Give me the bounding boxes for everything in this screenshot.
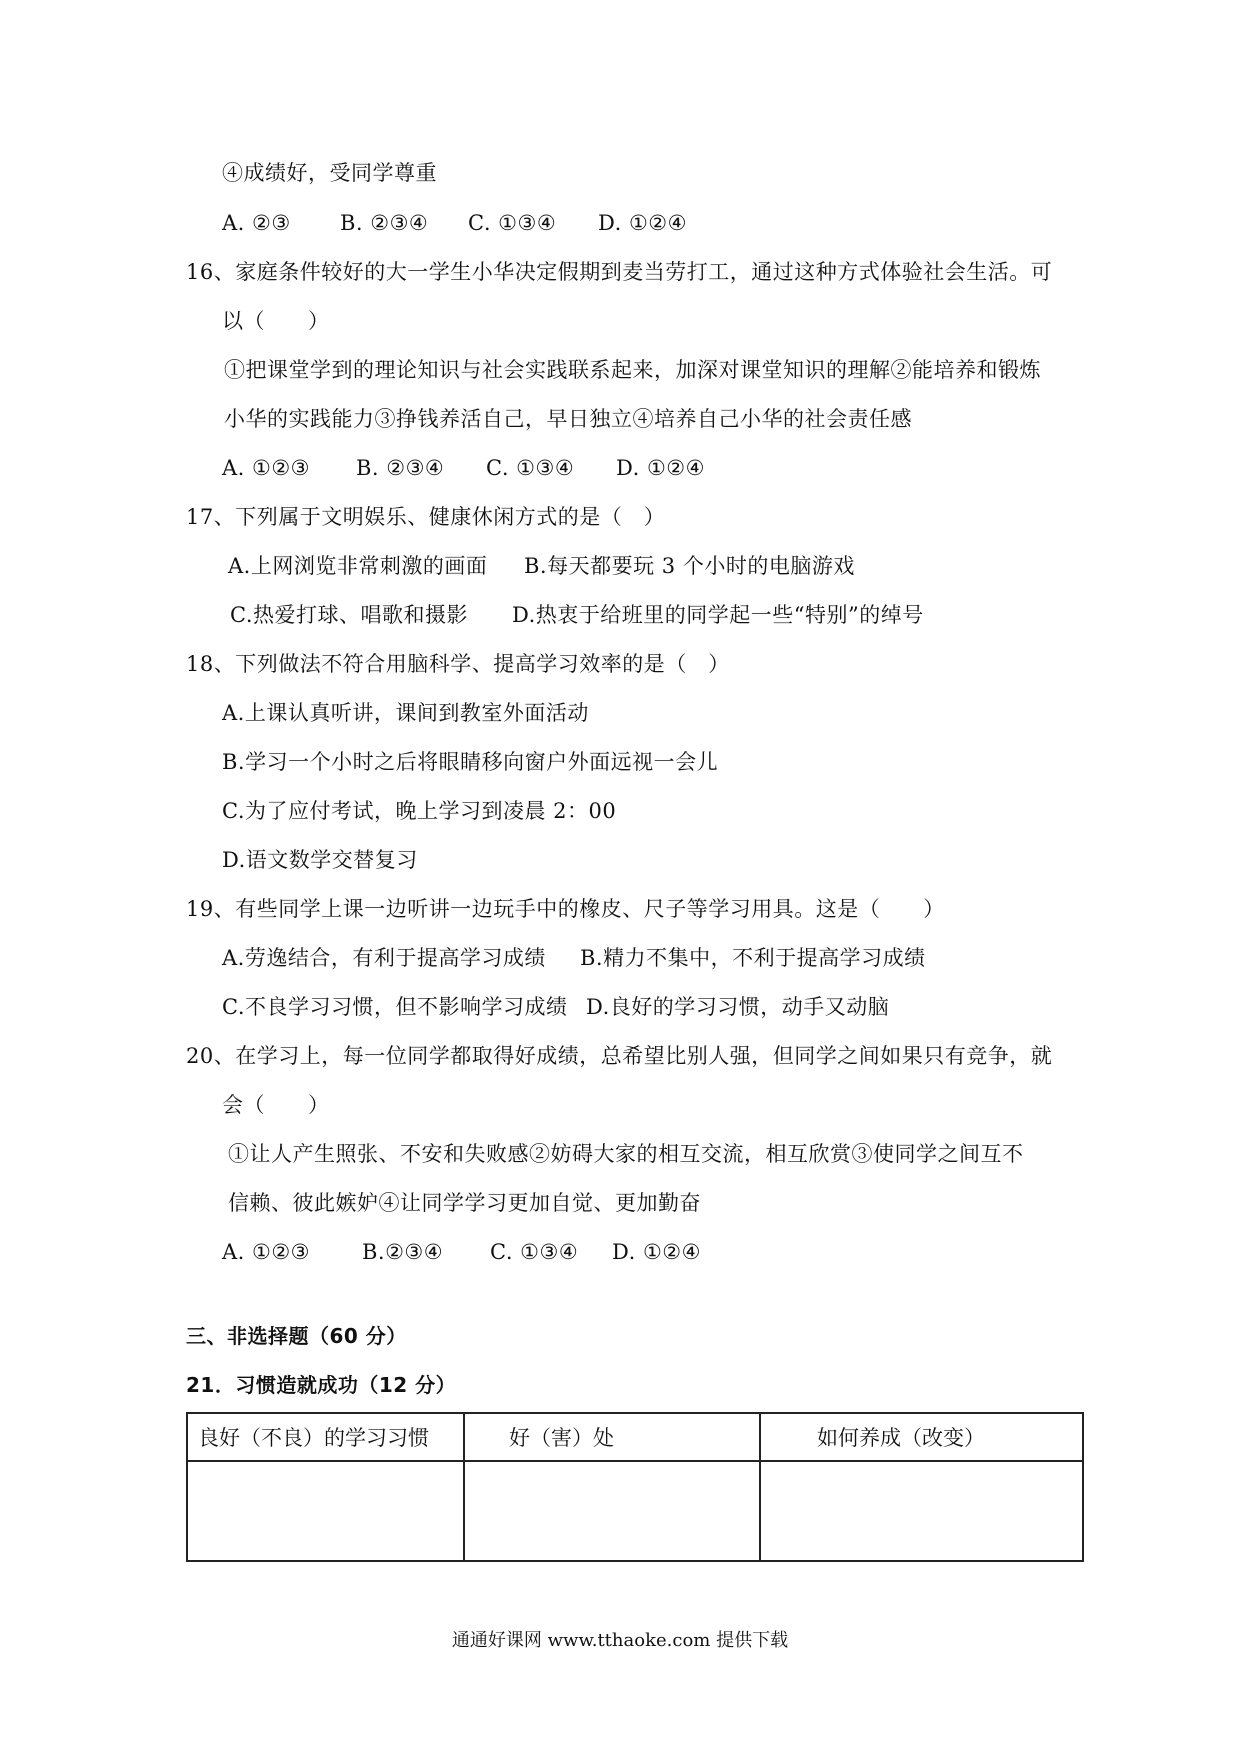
q16-options: [222, 453, 705, 483]
q19-option-a: A.劳逸结合，有利于提高学习成绩: [222, 946, 546, 970]
q20-stem-line2: 会（ ）: [222, 1093, 330, 1117]
q20-option-c: C. ①③④: [490, 1240, 579, 1264]
q15-options: [222, 208, 687, 238]
table-header-effect: 好（害）处: [464, 1413, 760, 1461]
q15-option-b: B. ②③④: [340, 211, 429, 235]
q17-stem: 17、下列属于文明娱乐、健康休闲方式的是（ ）: [186, 505, 666, 529]
q19-option-b: B.精力不集中，不利于提高学习成绩: [580, 946, 926, 970]
q18-option-a: A.上课认真听讲，课间到教室外面活动: [222, 701, 589, 725]
q20-option-b: B.②③④: [362, 1240, 444, 1264]
table-row: [187, 1461, 1083, 1561]
q15-option-a: A. ②③: [222, 211, 291, 235]
q20-stem-line1: 20、在学习上，每一位同学都取得好成绩，总希望比别人强，但同学之间如果只有竞争，就: [186, 1044, 1053, 1068]
q18-stem: 18、下列做法不符合用脑科学、提高学习效率的是（ ）: [186, 652, 730, 676]
q20-items-line1: ①让人产生照张、不安和失败感②妨碍大家的相互交流，相互欣赏③使同学之间互不: [228, 1142, 1024, 1166]
q16-option-a: A. ①②③: [222, 456, 310, 480]
q16-stem-line1: 16、家庭条件较好的大一学生小华决定假期到麦当劳打工，通过这种方式体验社会生活。可: [186, 260, 1053, 284]
q15-option-d: D. ①②④: [598, 211, 687, 235]
table-header-method: 如何养成（改变）: [760, 1413, 1083, 1461]
q17-option-d: D.热衷于给班里的同学起一些“特别”的绰号: [512, 603, 924, 627]
q16-items-line2: 小华的实践能力③挣钱养活自己，早日独立④培养自己小华的社会责任感: [224, 407, 912, 431]
q18-option-c: C.为了应付考试，晚上学习到凌晨 2：00: [222, 799, 617, 823]
q16-stem-line2: 以（ ）: [222, 309, 330, 333]
q19-option-c: C.不良学习习惯，但不影响学习成绩: [222, 995, 568, 1019]
table-cell-effect[interactable]: [464, 1461, 760, 1561]
table-cell-habit[interactable]: [187, 1461, 464, 1561]
section-3-title: 三、非选择题（60 分）: [186, 1324, 407, 1348]
q18-option-b: B.学习一个小时之后将眼睛移向窗户外面远视一会儿: [222, 750, 719, 774]
q18-option-d: D.语文数学交替复习: [222, 848, 418, 872]
habit-table: [186, 1412, 1084, 1562]
q20-option-a: A. ①②③: [222, 1240, 310, 1264]
q15-item4: ④成绩好，受同学尊重: [222, 161, 437, 185]
q20-options: [222, 1237, 701, 1267]
q19-option-d: D.良好的学习习惯，动手又动脑: [586, 995, 890, 1019]
q16-items-line1: ①把课堂学到的理论知识与社会实践联系起来，加深对课堂知识的理解②能培养和锻炼: [224, 358, 1041, 382]
table-header-row: [187, 1413, 1083, 1461]
table-cell-method[interactable]: [760, 1461, 1083, 1561]
page-footer: 通通好课网 www.tthaoke.com 提供下载: [451, 1630, 789, 1651]
q16-option-b: B. ②③④: [356, 456, 445, 480]
q17-option-c: C.热爱打球、唱歌和摄影: [230, 603, 468, 627]
q20-items-line2: 信赖、彼此嫉妒④让同学学习更加自觉、更加勤奋: [228, 1191, 701, 1215]
q19-stem: 19、有些同学上课一边听讲一边玩手中的橡皮、尺子等学习用具。这是（ ）: [186, 897, 945, 921]
q17-option-a: A.上网浏览非常刺激的画面: [228, 554, 488, 578]
q16-option-c: C. ①③④: [486, 456, 575, 480]
q21-title: 21．习惯造就成功（12 分）: [186, 1373, 457, 1397]
q16-option-d: D. ①②④: [616, 456, 705, 480]
table-header-habit: 良好（不良）的学习习惯: [187, 1413, 464, 1461]
q20-option-d: D. ①②④: [612, 1240, 701, 1264]
q17-option-b: B.每天都要玩 3 个小时的电脑游戏: [524, 554, 855, 578]
q15-option-c: C. ①③④: [468, 211, 557, 235]
